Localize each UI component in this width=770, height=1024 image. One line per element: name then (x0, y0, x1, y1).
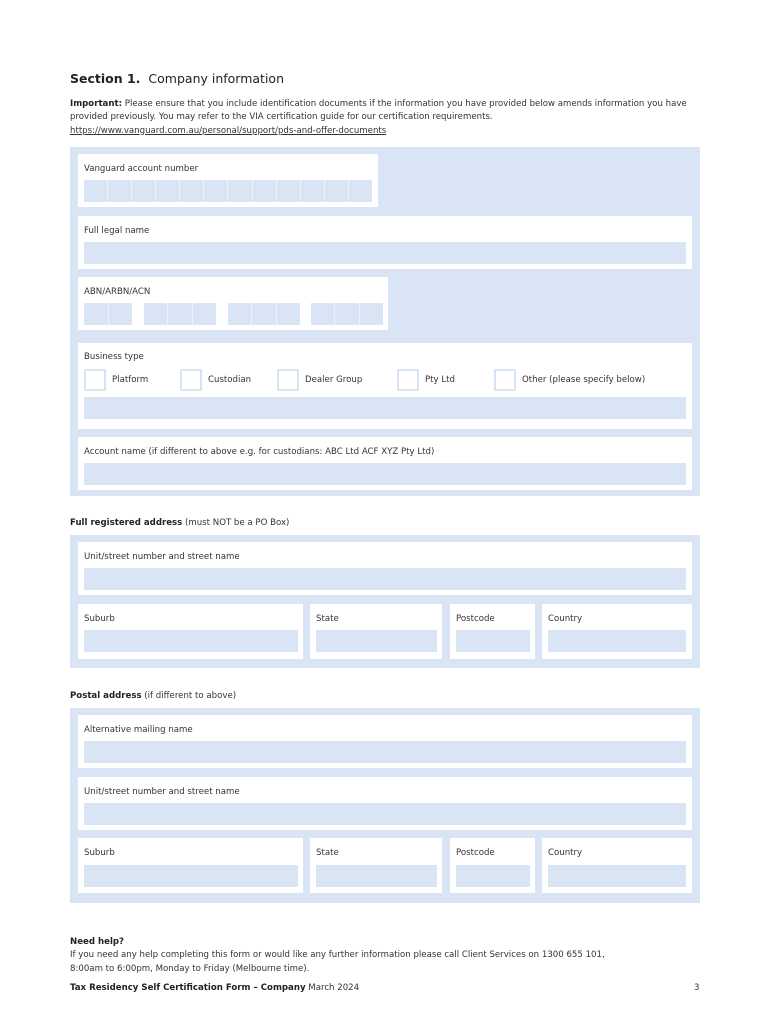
registered-country-input[interactable] (548, 630, 686, 652)
registered-street-card (78, 542, 692, 595)
postal-suburb-label: Suburb (84, 848, 115, 858)
mailing-name-label: Alternative mailing name (84, 725, 193, 735)
page-number: 3 (694, 983, 700, 993)
postal-suburb-input[interactable] (84, 865, 298, 887)
section-title (70, 71, 284, 86)
important-label: Important: (70, 99, 123, 109)
custodian-option-label: Custodian (208, 375, 252, 385)
footer-date: March 2024 (305, 983, 360, 993)
abn-label: ABN/ARBN/ACN (84, 287, 151, 297)
account-name-card (78, 437, 692, 490)
postal-street-input[interactable] (84, 803, 686, 825)
postal-country-card (542, 838, 692, 893)
full-legal-name-label: Full legal name (84, 226, 150, 236)
registered-suburb-input[interactable] (84, 630, 298, 652)
postal-street-label: Unit/street number and street name (84, 787, 240, 797)
abn-input-group-4[interactable] (311, 303, 383, 325)
postal-street-card (78, 777, 692, 830)
platform-option-label: Platform (112, 375, 149, 385)
business-type-card (78, 343, 692, 429)
registered-address-heading-bold: Full registered address (70, 518, 183, 528)
postal-suburb-card (78, 838, 303, 893)
footer-form-name: Tax Residency Self Certification Form – Company (70, 983, 306, 993)
postal-address-heading-note: (if different to above) (141, 691, 237, 701)
custodian-checkbox[interactable] (180, 369, 202, 391)
abn-input-group-3[interactable] (228, 303, 300, 325)
dealer-group-option-label: Dealer Group (305, 375, 363, 385)
postal-country-label: Country (548, 848, 583, 858)
postal-state-input[interactable] (316, 865, 437, 887)
registered-postcode-card (450, 604, 535, 659)
abn-input-group-2[interactable] (144, 303, 216, 325)
help-line-1: If you need any help completing this form or would like any further information please call Client Services on 1300 655 101, (70, 950, 605, 961)
postal-address-heading (70, 691, 236, 701)
pty-ltd-checkbox[interactable] (397, 369, 419, 391)
registered-country-label: Country (548, 614, 583, 624)
registered-state-label: State (316, 614, 339, 624)
section-number: Section 1. (70, 71, 141, 86)
full-legal-name-input[interactable] (84, 242, 686, 264)
business-type-other-input[interactable] (84, 397, 686, 419)
registered-postcode-input[interactable] (456, 630, 530, 652)
important-text: Please ensure that you include identification documents if the information you have provided below amends information you have provided previously. You may refer to the VIA certification guide for our certification requirements. (70, 99, 687, 123)
postal-country-input[interactable] (548, 865, 686, 887)
registered-country-card (542, 604, 692, 659)
postal-postcode-input[interactable] (456, 865, 530, 887)
full-legal-name-card (78, 216, 692, 269)
business-type-label: Business type (84, 352, 144, 362)
documents-link[interactable]: https://www.vanguard.com.au/personal/support/pds-and-offer-documents (70, 125, 387, 136)
help-heading: Need help? (70, 937, 125, 947)
registered-address-panel (70, 535, 700, 668)
account-name-input[interactable] (84, 463, 686, 485)
registered-state-input[interactable] (316, 630, 437, 652)
pty-ltd-option-label: Pty Ltd (425, 375, 455, 385)
postal-state-label: State (316, 848, 339, 858)
registered-street-label: Unit/street number and street name (84, 552, 240, 562)
platform-checkbox[interactable] (84, 369, 106, 391)
postal-state-card (310, 838, 442, 893)
section-heading: Company information (148, 71, 285, 86)
registered-street-input[interactable] (84, 568, 686, 590)
account-number-label: Vanguard account number (84, 164, 199, 174)
help-section (70, 936, 710, 976)
registered-address-heading-note: (must NOT be a PO Box) (182, 518, 290, 528)
account-name-label: Account name (if different to above e.g. for custodians: ABC Ltd ACF XYZ Pty Ltd) (84, 447, 435, 457)
abn-card (78, 277, 388, 330)
mailing-name-input[interactable] (84, 741, 686, 763)
dealer-group-checkbox[interactable] (277, 369, 299, 391)
postal-address-heading-bold: Postal address (70, 691, 142, 701)
registered-suburb-card (78, 604, 303, 659)
registered-address-heading (70, 518, 289, 528)
company-info-panel (70, 147, 700, 496)
other-option-label: Other (please specify below) (522, 375, 646, 385)
account-number-input[interactable] (84, 180, 372, 202)
other-checkbox[interactable] (494, 369, 516, 391)
help-line-2: 8:00am to 6:00pm, Monday to Friday (Melbourne time). (70, 963, 310, 974)
registered-state-card (310, 604, 442, 659)
registered-suburb-label: Suburb (84, 614, 115, 624)
footer (70, 983, 359, 993)
registered-postcode-label: Postcode (456, 614, 495, 624)
mailing-name-card (78, 715, 692, 768)
postal-postcode-card (450, 838, 535, 893)
postal-postcode-label: Postcode (456, 848, 495, 858)
account-number-card (78, 154, 378, 207)
important-note (70, 98, 700, 138)
abn-input-group-1[interactable] (84, 303, 132, 325)
postal-address-panel (70, 708, 700, 903)
